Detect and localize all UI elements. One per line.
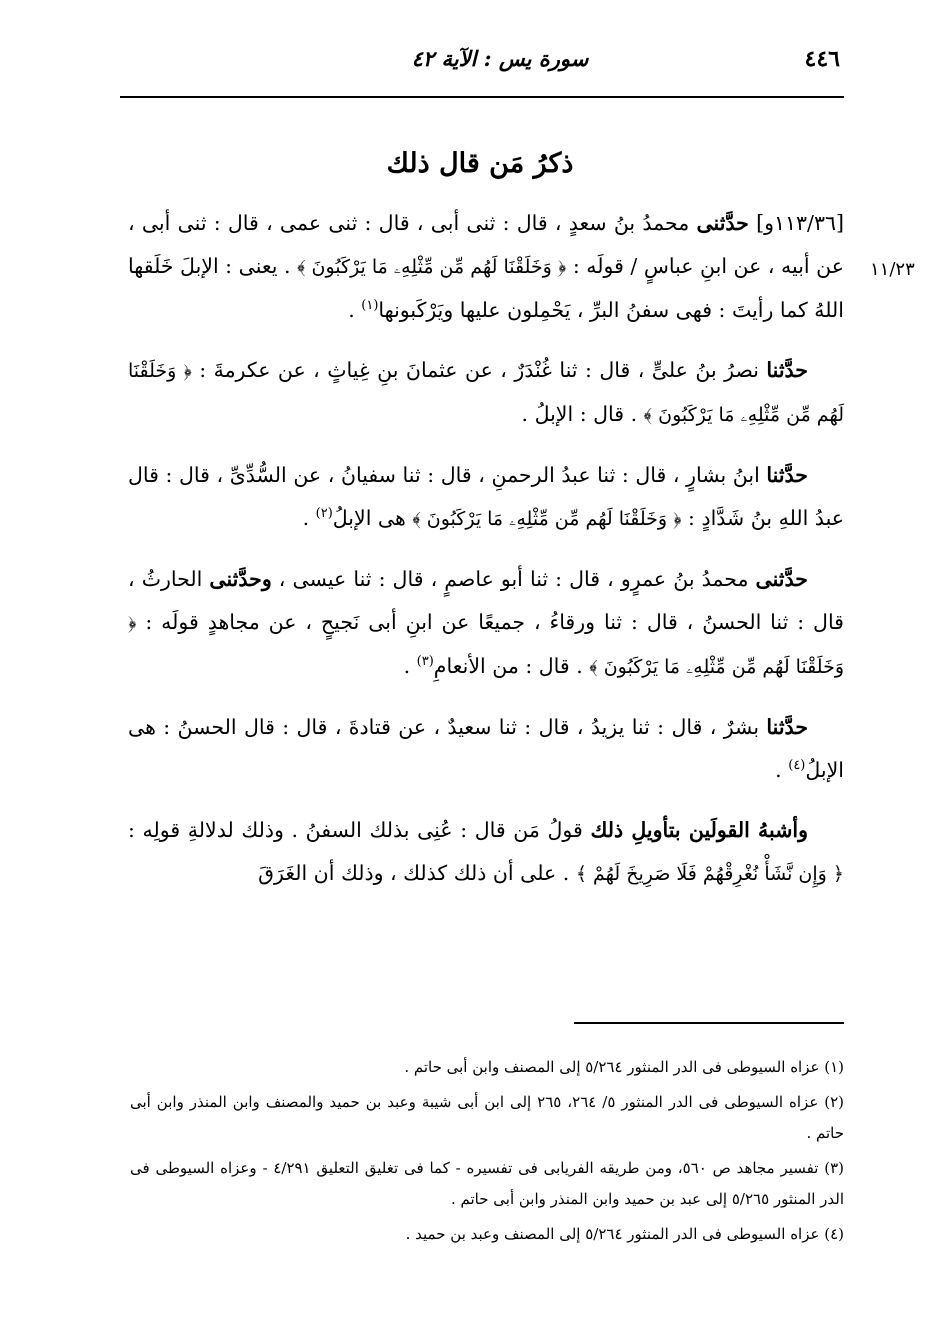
quran-verse: ﴿ وَخَلَقْنَا لَهُم مِّن مِّثْلِهِۦ مَا يَرْكَبُونَ ﴾ [128, 612, 844, 678]
footnote-3: (٣) تفسير مجاهد ص ٥٦٠، ومن طريقه الفريابى فى تفسيره - كما فى تغليق التعليق ٤/٢٩١ - وعزاه السيوطى فى الدر المنثور ٥/٢٦٥ إلى عبد بن حميد وابن المنذر وابن أبى حاتم . [130, 1159, 844, 1208]
paragraph-5 [128, 706, 844, 792]
isnad-text: نصرُ بنُ علىٍّ ، قال : ثنا غُنْدَرٌ ، عن عثمانَ بنِ غِياثٍ ، عن عكرمةَ : [199, 358, 759, 382]
footnote-marker[interactable]: (٢) [315, 506, 333, 522]
paragraph-2 [128, 349, 844, 437]
sentence-end: . [403, 654, 411, 678]
isnad-text: محمدُ بنُ سعدٍ ، قال : ثنى أبى ، قال : ثنى عمى ، قال : ثنى أبى ، عن أبيه ، عن ابنِ عباسٍ / قولَه : [128, 211, 844, 278]
main-text [128, 202, 844, 913]
sentence-end: . [302, 506, 310, 530]
narration-verb: حدَّثنا [766, 463, 808, 487]
footnote-marker[interactable]: (١) [361, 298, 379, 314]
quran-verse: ﴿ وَإِن نَّشَأْ نُغْرِقْهُمْ فَلَا صَرِيخَ لَهُمْ ﴾ [575, 863, 844, 885]
sentence-end: . [775, 758, 782, 782]
narration-verb: حدَّثنى [755, 567, 808, 591]
paragraph-3 [128, 454, 844, 541]
paragraph-6 [128, 809, 844, 896]
page-number: ٤٤٦ [804, 46, 840, 72]
commentary-text: . قال : من الأنعامِ [433, 654, 583, 678]
commentary-text: هى الإبلُ [332, 506, 406, 530]
section-heading: ذكرُ مَن قال ذلك [386, 148, 574, 179]
isnad-text: محمدُ بنُ عمرٍو ، قال : ثنا أبو عاصمٍ ، قال : ثنا عيسى ، [278, 567, 749, 591]
commentary-text: قولُ مَن قال : عُنِى بذلك السفنُ . وذلك لدلالةِ قولِه : [128, 818, 583, 842]
commentary-text-2: . على أن ذلك كذلك ، وذلك أن الغَرَقَ [258, 861, 570, 885]
isnad-text: ابنُ بشارٍ ، قال : ثنا عبدُ الرحمنِ ، قال : ثنا سفيانُ ، عن السُّدِّىِّ ، قال : قال عبدُ اللهِ بنُ شَدَّادٍ : [128, 463, 844, 530]
commentary-text: . يعنى : الإبلَ خَلَقها اللهُ كما رأيتَ : فهى سفنُ البرِّ ، يَحْمِلون عليها ويَرْكَبونها [128, 254, 844, 322]
quran-verse: ﴿ وَخَلَقْنَا لَهُم مِّن مِّثْلِهِۦ مَا يَرْكَبُونَ ﴾ [128, 360, 844, 426]
running-title: سورة يس : الآية ٤٢ [411, 46, 589, 71]
footnote-1: (١) عزاه السيوطى فى الدر المنثور ٥/٢٦٤ إلى المصنف وابن أبى حاتم . [404, 1058, 844, 1076]
header-rule [120, 96, 844, 98]
running-header [120, 40, 840, 92]
paragraph-4 [128, 558, 844, 689]
footnote-marker[interactable]: (٣) [416, 654, 434, 670]
conclusion-lead: وأشبهُ القولَين بتأويلِ ذلك [590, 818, 808, 842]
footnote-2: (٢) عزاه السيوطى فى الدر المنثور ٥/ ٢٦٤، ٢٦٥ إلى ابن أبى شيبة وعبد بن حميد والمصنف وابن المنذر وابن أبى حاتم . [130, 1093, 844, 1142]
footnote-rule [574, 1022, 844, 1024]
manuscript-ref: [١١٣/٣٦و] [756, 211, 844, 235]
quran-verse: ﴿ وَخَلَقْنَا لَهُم مِّن مِّثْلِهِۦ مَا يَرْكَبُونَ ﴾ [412, 508, 682, 530]
narration-verb-2: وحدَّثنى [209, 567, 272, 591]
narration-verb: حدَّثنا [766, 715, 808, 739]
margin-reference: ١١/٢٣ [870, 259, 915, 280]
narration-verb: حدَّثنا [766, 358, 808, 382]
footnote-marker[interactable]: (٤) [788, 758, 806, 774]
narration-verb: حدَّثنى [696, 211, 749, 235]
isnad-text: بشرٌ ، قال : ثنا يزيدُ ، قال : ثنا سعيدٌ ، عن قتادةَ ، قال : قال الحسنُ : هى الإبلُ [128, 715, 844, 782]
sentence-end: . [348, 298, 355, 322]
commentary-text: . قال : الإبلُ . [521, 402, 638, 426]
paragraph-1 [128, 202, 844, 332]
quran-verse: ﴿ وَخَلَقْنَا لَهُم مِّن مِّثْلِهِۦ مَا يَرْكَبُونَ ﴾ [297, 256, 567, 278]
isnad-text-2: الحارثُ ، قال : ثنا الحسنُ ، قال : ثنا ورقاءُ ، جميعًا عن ابنِ أبى نَجيحٍ ، عن مجاهدٍ قولَه : [128, 567, 844, 634]
footnote-4: (٤) عزاه السيوطى فى الدر المنثور ٥/٢٦٤ إلى المصنف وعبد بن حميد . [405, 1225, 844, 1243]
footnotes [130, 1052, 844, 1254]
